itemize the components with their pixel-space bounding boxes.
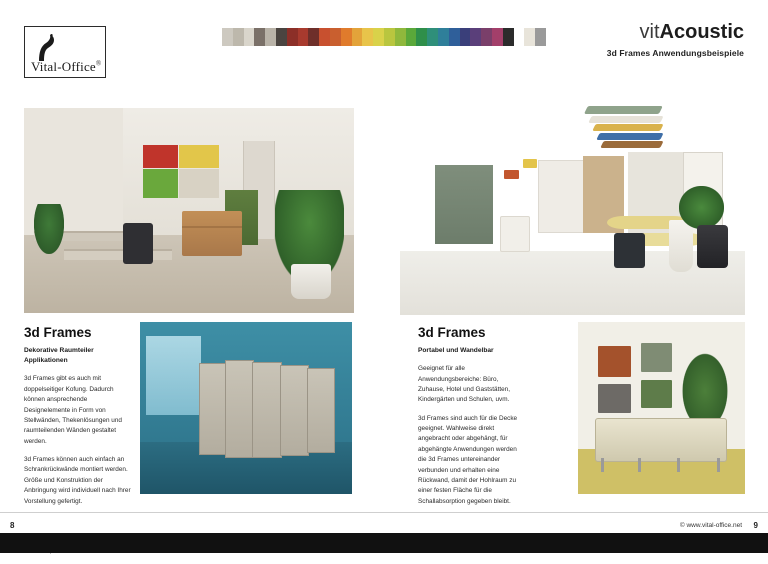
color-swatch-26	[503, 28, 514, 46]
color-swatch-11	[341, 28, 352, 46]
color-swatch-8	[308, 28, 319, 46]
color-swatch-1	[233, 28, 244, 46]
left-heading: 3d Frames	[24, 325, 92, 340]
color-swatch-20	[438, 28, 449, 46]
color-swatch-12	[352, 28, 363, 46]
sofa-plant	[682, 353, 729, 422]
ostrich-logo-icon	[33, 32, 61, 62]
office-render-image	[24, 108, 354, 313]
color-swatch-13	[362, 28, 373, 46]
title-subtitle: 3d Frames Anwendungsbeispiele	[606, 48, 744, 58]
color-swatch-15	[384, 28, 395, 46]
color-swatch-29	[535, 28, 546, 46]
color-swatch-28	[524, 28, 535, 46]
furniture-render-image	[400, 100, 745, 315]
footer-copyright: © www.vital-office.net	[679, 522, 742, 529]
sofa	[595, 418, 727, 461]
color-swatch-5	[276, 28, 287, 46]
wall-panel-grey-green	[641, 343, 671, 372]
color-swatch-17	[406, 28, 417, 46]
furniture-cylinder-cabinet	[697, 225, 728, 268]
office-chair	[123, 223, 153, 264]
office-desk-2	[64, 249, 173, 259]
furniture-panel-wall-light	[538, 160, 585, 233]
left-lead: Dekorative Raumteiler Applikationen	[24, 347, 94, 365]
left-paragraph-2: 3d Frames können auch einfach an Schrankrückwände montiert werden. Größe und Konstruktion der Anbringung wird individuell nach Ihrer Vorstellung gefertigt.	[24, 456, 131, 505]
color-swatch-2	[244, 28, 255, 46]
page-title	[607, 22, 744, 58]
color-swatch-7	[298, 28, 309, 46]
color-swatch-18	[416, 28, 427, 46]
color-swatch-14	[373, 28, 384, 46]
color-swatch-21	[449, 28, 460, 46]
footer-strip	[0, 512, 768, 533]
page-number-left: 8	[10, 521, 15, 530]
logo	[24, 26, 106, 78]
divider-window	[146, 336, 201, 415]
right-lead: Portabel und Wandelbar	[418, 347, 494, 354]
color-swatch-3	[254, 28, 265, 46]
sofa-legs	[598, 458, 722, 472]
furniture-floor	[400, 251, 745, 316]
wall-panel-dark-grey	[598, 384, 631, 413]
office-plant-pot	[291, 264, 331, 299]
divider-panel-3	[252, 362, 282, 459]
office-cabinet	[182, 211, 241, 256]
color-swatch-24	[481, 28, 492, 46]
footer-black-bar	[0, 533, 768, 553]
color-swatch-0	[222, 28, 233, 46]
wall-panel-green	[641, 380, 671, 408]
ceiling-panel-stack	[579, 104, 683, 151]
color-swatch-10	[330, 28, 341, 46]
color-swatch-19	[427, 28, 438, 46]
color-swatch-strip	[222, 28, 546, 46]
divider-panel-1	[199, 363, 226, 454]
furniture-plant	[679, 186, 724, 229]
title-main: vitAcoustic	[639, 21, 744, 43]
right-text-column	[418, 325, 526, 515]
furniture-panel-wall-green	[435, 165, 494, 245]
color-swatch-9	[319, 28, 330, 46]
wall-panel-orange	[598, 346, 631, 377]
right-paragraph-2: 3d Frames sind auch für die Decke geeignet. Wahlweise direkt angebracht oder abgehängt, für abgehängte Anwendungen werden die 3d Frames untereinander verbunden und erhalten eine Rückwand, damit der Hohlraum zu einer festen Fläche für die Schallabsorption gegeben bleibt.	[418, 414, 518, 505]
logo-wordmark: Vital-Office®	[31, 59, 102, 74]
furniture-storage-unit	[500, 216, 530, 252]
color-swatch-4	[265, 28, 276, 46]
color-swatch-27	[514, 28, 525, 46]
left-paragraph-1: 3d Frames gibt es auch mit doppelseitiger Kofung. Dadurch können ansprechende Designelemente in Form von Stellwänden, Thekenlösungen und raumteilenden Wänden gestaltet werden.	[24, 375, 122, 445]
page-number-right: 9	[753, 521, 758, 530]
color-swatch-6	[287, 28, 298, 46]
right-paragraph-1: Geeignet für alle Anwendungsbereiche: Büro, Zuhause, Hotel und Gaststätten, Kindergärten und Schulen, uvm.	[418, 365, 511, 404]
room-divider-photo	[140, 322, 352, 494]
color-swatch-22	[460, 28, 471, 46]
office-plant-left	[34, 204, 64, 253]
divider-panel-5	[307, 368, 334, 453]
right-heading: 3d Frames	[418, 325, 486, 340]
color-swatch-23	[470, 28, 481, 46]
divider-panel-2	[225, 360, 255, 458]
furniture-office-chair	[614, 233, 645, 267]
color-swatch-25	[492, 28, 503, 46]
sofa-wall-panel-photo	[578, 322, 745, 494]
office-wall-panels	[143, 145, 219, 198]
divider-panel-4	[280, 365, 310, 456]
color-swatch-16	[395, 28, 406, 46]
